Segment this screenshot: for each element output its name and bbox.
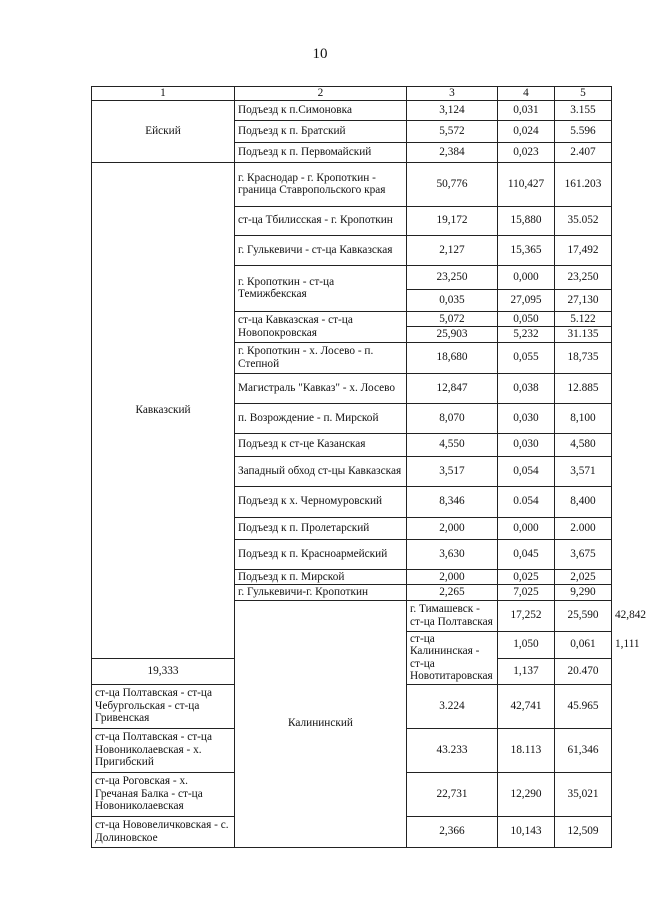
value-cell: 43.233	[407, 728, 498, 772]
header-cell: 3	[407, 87, 498, 101]
value-cell: 9,290	[555, 585, 612, 601]
value-cell: 0,000	[498, 265, 555, 289]
road-name: г. Краснодар - г. Кропоткин - граница Ставропольского края	[235, 162, 407, 206]
value-cell: 0,024	[498, 120, 555, 142]
road-name: ст-ца Роговская - х. Гречаная Балка - ст-ца Новониколаевская	[92, 772, 235, 816]
road-name: ст-ца Тбилисская - г. Кропоткин	[235, 206, 407, 235]
road-name: ст-ца Калининская - ст-ца Новотитаровская	[407, 631, 498, 684]
header-cell: 4	[498, 87, 555, 101]
value-cell: 8,070	[407, 403, 498, 433]
value-cell: 35,021	[555, 772, 612, 816]
road-name: г. Кропоткин - х. Лосево - п. Степной	[235, 342, 407, 373]
table-row	[92, 100, 612, 120]
value-cell: 22,731	[407, 772, 498, 816]
value-cell: 15,365	[498, 235, 555, 265]
road-name: Подъезд к п. Мирской	[235, 569, 407, 585]
value-cell: 18,680	[407, 342, 498, 373]
value-cell: 0,025	[498, 569, 555, 585]
value-cell: 45.965	[555, 684, 612, 728]
value-cell: 10,143	[498, 816, 555, 847]
value-cell: 0,030	[498, 403, 555, 433]
value-cell: 19,333	[92, 658, 235, 684]
value-cell: 12,847	[407, 373, 498, 403]
road-name: Подъезд к п.Симоновка	[235, 100, 407, 120]
value-cell: 4,550	[407, 433, 498, 456]
road-name: ст-ца Нововеличковская - с. Долиновское	[92, 816, 235, 847]
value-cell: 0,054	[498, 456, 555, 486]
district-cell: Кавказский	[92, 162, 235, 658]
value-cell: 0,055	[498, 342, 555, 373]
value-cell: 61,346	[555, 728, 612, 772]
value-cell: 0,031	[498, 100, 555, 120]
road-name: г. Тимашевск - ст-ца Полтавская	[407, 600, 498, 631]
value-cell: 5,232	[498, 327, 555, 343]
value-cell: 2.000	[555, 517, 612, 539]
value-cell: 7,025	[498, 585, 555, 601]
value-cell: 8,400	[555, 486, 612, 517]
value-cell: 17,252	[498, 600, 555, 631]
value-cell: 20.470	[555, 658, 612, 684]
value-cell: 19,172	[407, 206, 498, 235]
value-cell: 5.122	[555, 311, 612, 327]
value-cell: 35.052	[555, 206, 612, 235]
value-cell: 31.135	[555, 327, 612, 343]
value-cell: 0,045	[498, 539, 555, 569]
road-name: Подъезд к п. Красноармейский	[235, 539, 407, 569]
road-name: Магистраль "Кавказ" - х. Лосево	[235, 373, 407, 403]
value-cell: 18.113	[498, 728, 555, 772]
road-name: Подъезд к п. Первомайский	[235, 142, 407, 162]
road-name: г. Гулькевичи-г. Кропоткин	[235, 585, 407, 601]
value-cell: 161.203	[555, 162, 612, 206]
value-cell: 3,675	[555, 539, 612, 569]
value-cell: 23,250	[555, 265, 612, 289]
value-cell: 0,061	[555, 631, 612, 658]
value-cell: 5,572	[407, 120, 498, 142]
value-cell: 27,130	[555, 289, 612, 311]
road-name: Подъезд к х. Черномуровский	[235, 486, 407, 517]
value-cell: 2,366	[407, 816, 498, 847]
road-name: п. Возрождение - п. Мирской	[235, 403, 407, 433]
value-cell: 0,050	[498, 311, 555, 327]
value-cell: 5.596	[555, 120, 612, 142]
value-cell: 4,580	[555, 433, 612, 456]
value-cell: 110,427	[498, 162, 555, 206]
value-cell: 3,124	[407, 100, 498, 120]
road-name: Подъезд к п. Братский	[235, 120, 407, 142]
value-cell: 18,735	[555, 342, 612, 373]
road-name: Западный обход ст-цы Кавказская	[235, 456, 407, 486]
header-cell: 2	[235, 87, 407, 101]
value-cell: 12,509	[555, 816, 612, 847]
road-name: г. Гулькевичи - ст-ца Кавказская	[235, 235, 407, 265]
value-cell: 2,384	[407, 142, 498, 162]
road-name: ст-ца Полтавская - ст-ца Чебургольская - ст-ца Гривенская	[92, 684, 235, 728]
value-cell: 2,025	[555, 569, 612, 585]
table-row: Калининский г. Тимашевск - ст-ца Полтавская 17,252 25,590 42,842	[92, 600, 612, 631]
road-name: г. Кропоткин - ст-ца Темижбекская	[235, 265, 407, 311]
value-cell: 27,095	[498, 289, 555, 311]
value-cell: 0,035	[407, 289, 498, 311]
value-cell: 23,250	[407, 265, 498, 289]
value-cell: 0.054	[498, 486, 555, 517]
header-row	[92, 87, 612, 101]
road-name: ст-ца Кавказская - ст-ца Новопокровская	[235, 311, 407, 342]
value-cell: 5,072	[407, 311, 498, 327]
table-row: ст-ца Калининская - ст-ца Новотитаровская 1,050 0,061 1,111	[92, 631, 612, 658]
district-cell: Ейский	[92, 100, 235, 162]
value-cell: 2,127	[407, 235, 498, 265]
road-name: ст-ца Полтавская - ст-ца Новониколаевская - х. Пригибский	[92, 728, 235, 772]
header-cell: 1	[92, 87, 235, 101]
road-name: Подъезд к п. Пролетарский	[235, 517, 407, 539]
page-number: 10	[312, 46, 328, 62]
value-cell: 8,346	[407, 486, 498, 517]
value-cell: 1,050	[498, 631, 555, 658]
value-cell: 8,100	[555, 403, 612, 433]
value-cell: 3.155	[555, 100, 612, 120]
value-cell: 3,571	[555, 456, 612, 486]
value-cell: 0,023	[498, 142, 555, 162]
value-cell: 25,903	[407, 327, 498, 343]
header-cell: 5	[555, 87, 612, 101]
value-cell: 12,290	[498, 772, 555, 816]
value-cell: 2.407	[555, 142, 612, 162]
value-cell: 25,590	[555, 600, 612, 631]
value-cell: 0,030	[498, 433, 555, 456]
value-cell: 0,038	[498, 373, 555, 403]
table-row	[92, 162, 612, 206]
value-cell: 42,741	[498, 684, 555, 728]
value-cell: 2,265	[407, 585, 498, 601]
value-cell: 12.885	[555, 373, 612, 403]
value-cell: 17,492	[555, 235, 612, 265]
value-cell: 2,000	[407, 517, 498, 539]
road-name: Подъезд к ст-це Казанская	[235, 433, 407, 456]
district-cell: Калининский	[235, 600, 407, 847]
value-cell: 0,000	[498, 517, 555, 539]
value-cell: 3.224	[407, 684, 498, 728]
value-cell: 3,630	[407, 539, 498, 569]
value-cell: 3,517	[407, 456, 498, 486]
value-cell: 15,880	[498, 206, 555, 235]
roads-table	[91, 86, 646, 848]
value-cell: 1,137	[498, 658, 555, 684]
value-cell: 50,776	[407, 162, 498, 206]
value-cell: 2,000	[407, 569, 498, 585]
